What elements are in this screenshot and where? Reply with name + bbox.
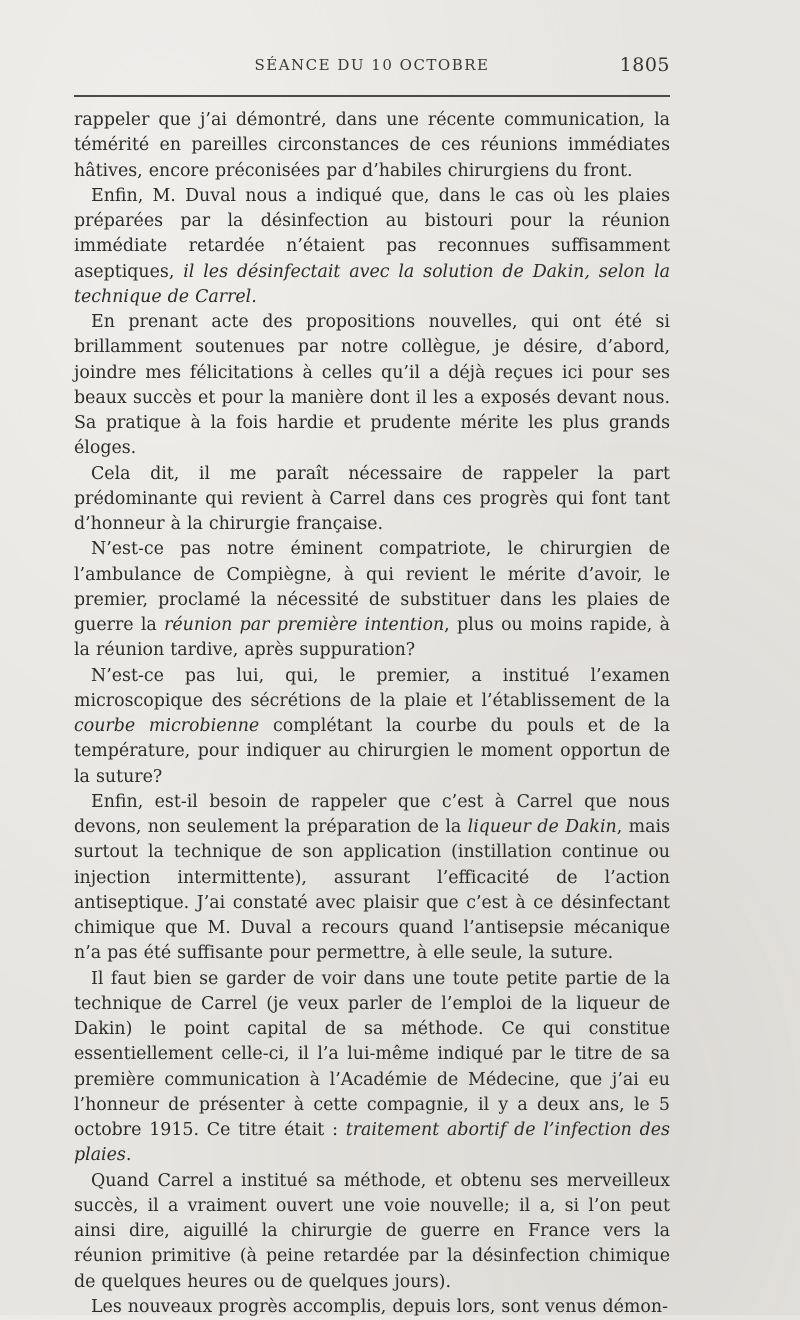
text-run: N’est-ce pas lui, qui, le premier, a institué l’examen microscopique des sécrétions de la plaie et l’établissement de la [74, 665, 670, 711]
italic-text-run: courbe microbienne [74, 716, 260, 736]
paragraph [74, 108, 670, 184]
italic-text-run: il les désinfectait avec la solution de Dakin, selon la technique de Carrel. [74, 261, 670, 307]
running-head [74, 52, 670, 80]
page-number: 1805 [619, 54, 670, 76]
paragraph [74, 310, 670, 462]
text-run: N’est-ce pas notre éminent compatriote, le chirurgien de l’ambulance de Compiègne, à qui revient le mérite d’avoir, le premier, proclamé la nécessité de substituer dans les plaies de guerre la [74, 539, 670, 635]
text-run: complétant la courbe du pouls et de la température, pour indiquer au chirurgien le moment opportun de la suture? [74, 716, 670, 787]
text-run: Enfin, est-il besoin de rappeler que c’est à Carrel que nous devons, non seulement la préparation de la [74, 791, 670, 837]
italic-text-run: traitement abortif de l’infection des plaies [74, 1120, 670, 1166]
paragraph [74, 790, 670, 967]
paragraph [74, 1169, 670, 1295]
text-run: En prenant acte des propositions nouvelles, qui ont été si brillamment soutenues par notre collègue, je désire, d’abord, joindre mes félicitations à celles qu’il a déjà reçues ici pour ses beaux succès et pour la manière dont il les a exposés devant nous. Sa pratique à la fois hardie et prudente mérite les plus grands éloges. [74, 312, 670, 459]
text-run: Quand Carrel a institué sa méthode, et obtenu ses merveilleux succès, il a vraiment ouvert une voie nouvelle; il a, si l’on peut ainsi dire, aiguillé la chirurgie de guerre en France vers la réunion primitive (à peine retardée par la désinfection chimique de quelques heures ou de quelques jours). [74, 1170, 670, 1292]
body-text [74, 108, 670, 1320]
paragraph [74, 967, 670, 1169]
paragraph [74, 184, 670, 310]
paragraph [74, 1295, 670, 1320]
text-run: Cela dit, il me paraît nécessaire de rappeler la part prédominante qui revient à Carrel dans ces progrès qui font tant d’honneur à la chirurgie française. [74, 463, 670, 534]
session-title: SÉANCE DU 10 OCTOBRE [254, 56, 490, 74]
text-run: , mais surtout la technique de son application (instillation continue ou injection intermittente), assurant l’efficacité de l’action antiseptique. J’ai constaté avec plaisir que c’est à ce désinfectant chimique que M. Duval a recours quand l’antisepsie mécanique n’a pas été suffisante pour permettre, à elle seule, la suture. [74, 817, 671, 964]
text-run: rappeler que j’ai démontré, dans une récente communication, la témérité en pareilles circonstances de ces réunions immédiates hâtives, encore préconisées par d’habiles chirurgiens du front. [74, 110, 670, 181]
italic-text-run: liqueur de Dakin [467, 817, 617, 837]
paragraph [74, 664, 670, 790]
text-run: Les nouveaux progrès accomplis, depuis lors, sont venus démon- [91, 1296, 668, 1317]
paragraph [74, 462, 670, 538]
paragraph [74, 537, 670, 663]
header-rule [74, 95, 670, 97]
text-run: Il faut bien se garder de voir dans une toute petite partie de la technique de Carrel (je veux parler de l’emploi de la liqueur de Dakin) le point capital de sa méthode. Ce qui constitue essentiellement celle-ci, il l’a lui-même indiqué par le titre de sa première communication à l’Académie de Médecine, que j’ai eu l’honneur de présenter à cette compagnie, il y a deux ans, le 5 octobre 1915. Ce titre était : [74, 968, 670, 1140]
text-run: , plus ou moins rapide, à la réunion tardive, après suppuration? [74, 615, 670, 661]
text-run: . [125, 1145, 132, 1166]
text-run: Enfin, M. Duval nous a indiqué que, dans le cas où les plaies préparées par la désinfection au bistouri pour la réunion immédiate retardée n’étaient pas reconnues suffisamment aseptiques, [74, 185, 670, 282]
italic-text-run: réunion par première intention [164, 615, 445, 635]
